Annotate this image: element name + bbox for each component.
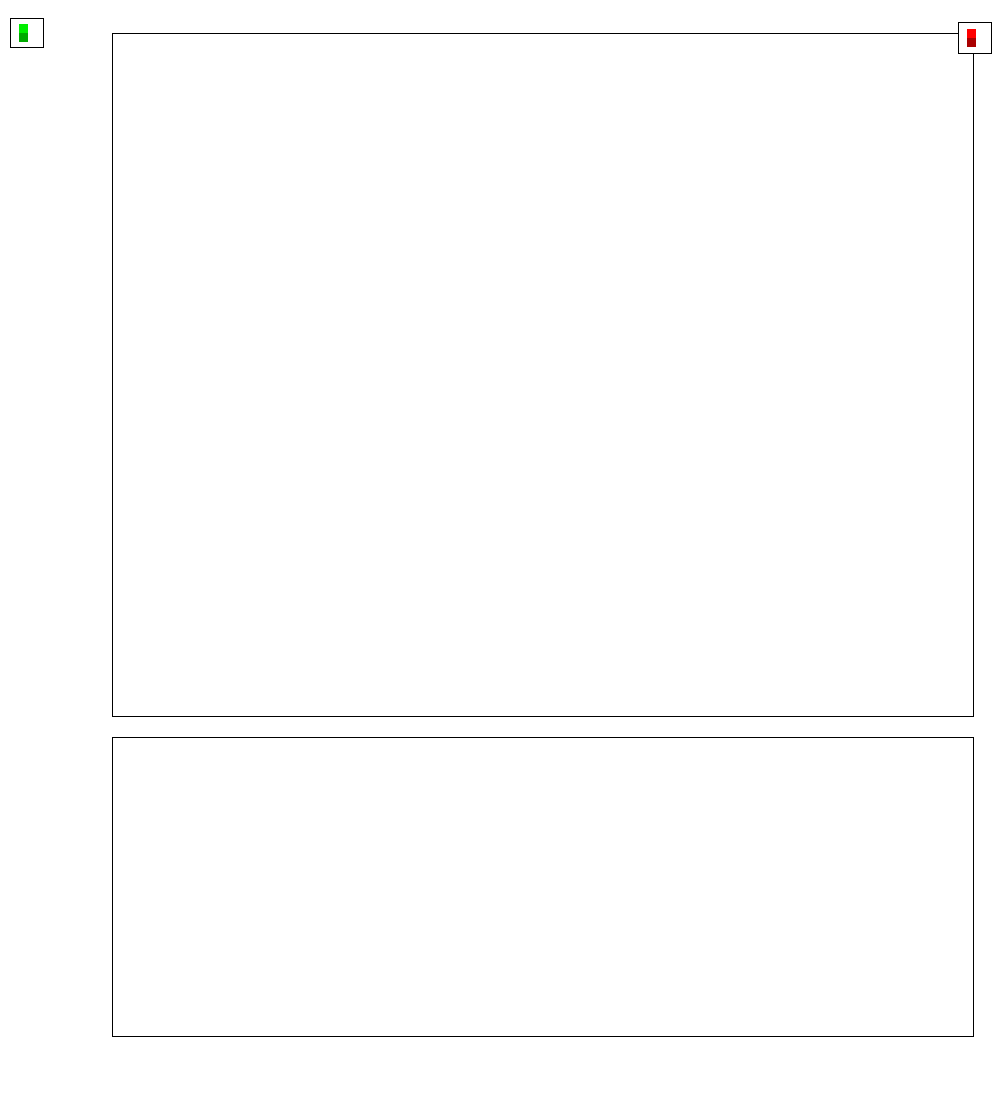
x-axis-ticks bbox=[112, 1037, 974, 1067]
legend-top bbox=[958, 22, 992, 54]
bottom-y-axis-ticks bbox=[0, 737, 104, 1037]
legend-item-utilized-ruptures[interactable] bbox=[19, 33, 35, 42]
participation-color-swatch bbox=[967, 29, 976, 38]
available-ruptures-color-swatch bbox=[19, 24, 28, 33]
legend-item-available-ruptures[interactable] bbox=[19, 24, 35, 33]
rupture-count-plot bbox=[112, 737, 974, 1037]
legend-bottom bbox=[10, 18, 44, 48]
incremental-rate-plot bbox=[112, 33, 974, 717]
utilized-ruptures-color-swatch bbox=[19, 33, 28, 42]
top-y-axis-ticks bbox=[0, 33, 104, 717]
nucleation-color-swatch bbox=[967, 38, 976, 47]
legend-item-participation[interactable] bbox=[967, 29, 983, 38]
legend-item-nucleation[interactable] bbox=[967, 38, 983, 47]
